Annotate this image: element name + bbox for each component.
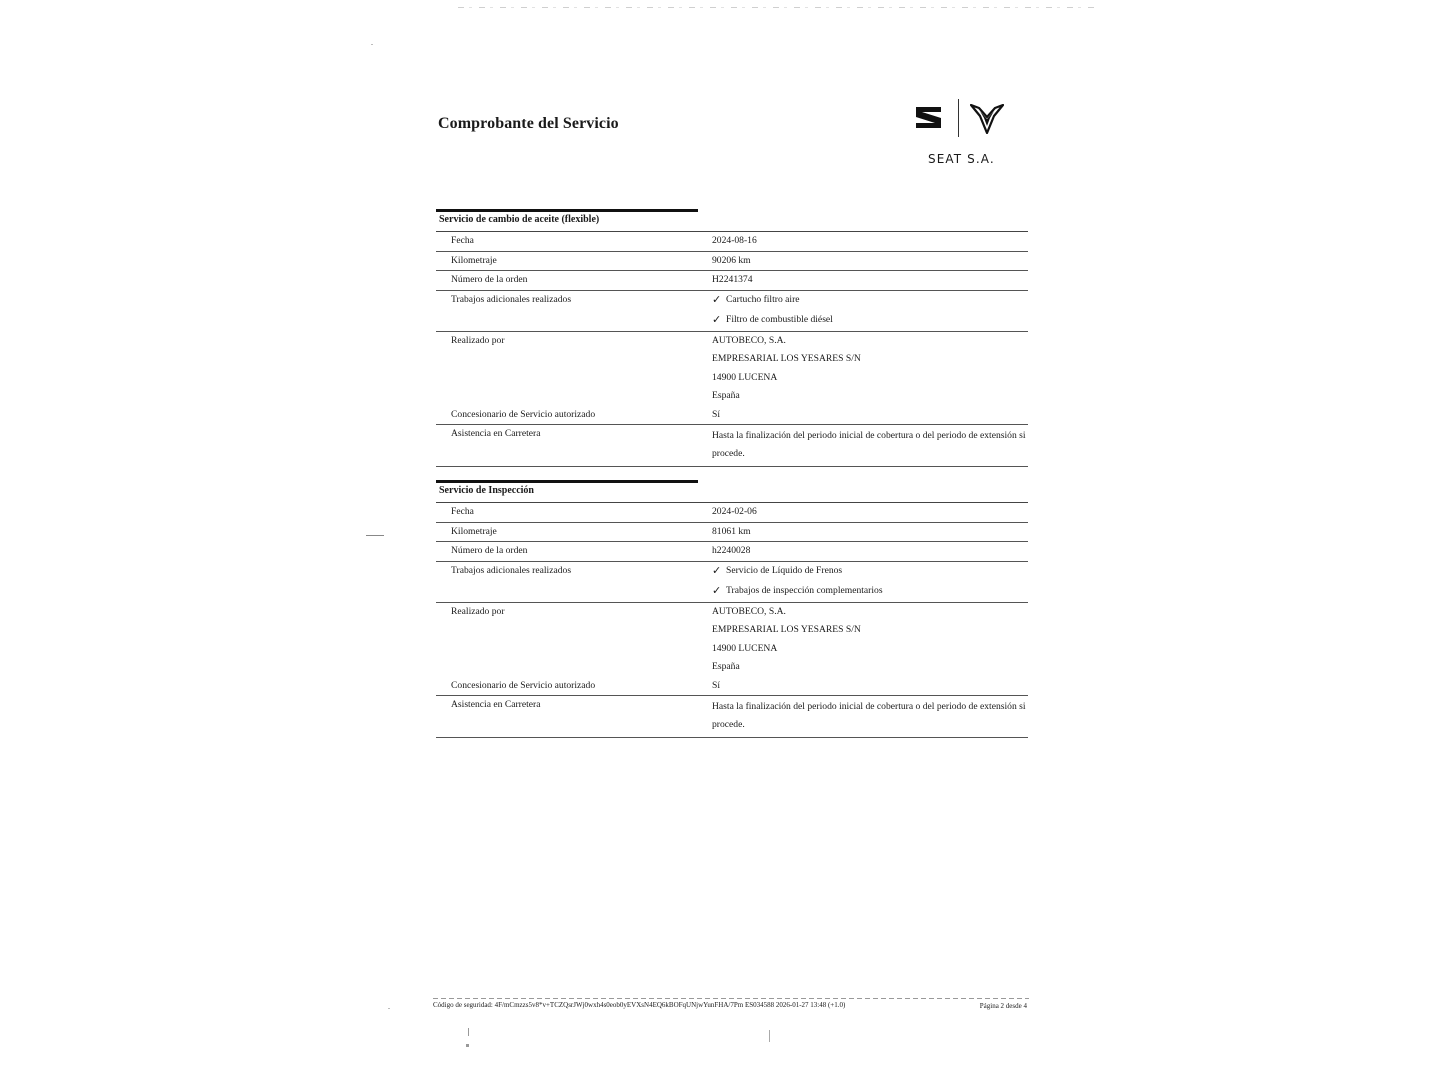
field-row-concesionario [436,677,1028,697]
field-label: Kilometraje [451,254,497,266]
address-line: 14900 LUCENA [712,371,778,383]
address-line: España [712,390,740,401]
field-row-fecha [436,232,1028,252]
checkmark-icon: ✓ [712,293,722,307]
field-row-trabajos [436,562,1028,603]
scan-speck [366,535,384,536]
address-line: EMPRESARIAL LOS YESARES S/N [712,624,861,635]
document-title: Comprobante del Servicio [438,115,619,132]
field-row-trabajos [436,291,1028,332]
section-title: Servicio de cambio de aceite (flexible) [436,212,1028,232]
checkmark-icon: ✓ [712,564,722,578]
scan-speck [769,1030,770,1042]
scan-noise-top [458,7,1098,8]
field-row-kilometraje [436,252,1028,272]
work-item [712,582,1028,602]
scan-speck [466,1044,469,1047]
footer-rule [433,998,1029,999]
field-value: Hasta la finalización del periodo inicial de cobertura o del periodo de extensión si procede. [712,430,1026,459]
field-value: h2240028 [712,545,751,556]
field-label: Asistencia en Carretera [451,428,541,439]
brand-logo-area [912,98,1022,168]
field-value: 81061 km [712,525,751,537]
address-line: 14900 LUCENA [712,642,778,654]
field-label: Concesionario de Servicio autorizado [451,679,596,691]
field-label: Fecha [451,235,474,246]
service-section-inspection [436,480,1028,738]
work-item [712,311,1028,331]
field-value: 2024-08-16 [712,235,757,246]
address-line: EMPRESARIAL LOS YESARES S/N [712,353,861,364]
seat-logo [915,107,942,129]
field-row-realizado [436,603,1028,677]
work-item-label: Filtro de combustible diésel [726,314,833,326]
field-row-kilometraje [436,523,1028,543]
logo-divider [958,99,959,137]
field-row-orden [436,542,1028,562]
company-name: SEAT S.A. [928,152,995,166]
field-value-address [712,332,1028,406]
field-label: Número de la orden [451,274,528,285]
scan-speck [388,1008,390,1009]
field-label: Trabajos adicionales realizados [451,293,572,305]
section-title: Servicio de Inspección [436,483,1028,503]
scan-speck [468,1028,469,1036]
work-item-label: Servicio de Líquido de Frenos [726,565,843,577]
field-label: Realizado por [451,605,505,617]
field-value-list [712,291,1028,331]
address-line: España [712,661,740,672]
field-value: Sí [712,408,721,420]
security-code: Código de seguridad: 4F/mCmzzs5v8*v+TCZQsrJWj0wxh4s0eob0yEVXsN4EQ6kBOFqUNjwYunFHA/7Pm ES034588 2026-01-27 13:48 (+1.0) [433,1001,846,1009]
field-label: Asistencia en Carretera [451,699,541,710]
field-label: Kilometraje [451,525,497,537]
scan-speck [371,44,373,45]
checkmark-icon: ✓ [712,313,722,327]
field-label: Trabajos adicionales realizados [451,564,572,576]
field-value: H2241374 [712,274,753,285]
field-label: Realizado por [451,334,505,346]
field-row-fecha [436,503,1028,523]
field-label: Fecha [451,506,474,517]
field-value: Hasta la finalización del periodo inicial de cobertura o del periodo de extensión si procede. [712,701,1026,730]
cupra-logo [970,104,1004,134]
work-item [712,291,1028,311]
page-number: Página 2 desde 4 [979,1002,1027,1010]
work-item-label: Cartucho filtro aire [726,294,800,306]
address-line: AUTOBECO, S.A. [712,334,786,346]
field-row-asistencia [436,425,1028,467]
work-item [712,562,1028,582]
field-row-concesionario [436,406,1028,426]
field-value-list [712,562,1028,602]
field-row-orden [436,271,1028,291]
field-label: Concesionario de Servicio autorizado [451,408,596,420]
checkmark-icon: ✓ [712,584,722,598]
field-row-asistencia [436,696,1028,738]
field-value: Sí [712,679,721,691]
page-footer [433,998,1029,1010]
service-section-oil-change [436,209,1028,467]
field-label: Número de la orden [451,545,528,556]
address-line: AUTOBECO, S.A. [712,605,786,617]
field-value-address [712,603,1028,677]
work-item-label: Trabajos de inspección complementarios [726,585,883,597]
field-value: 90206 km [712,254,751,266]
field-row-realizado [436,332,1028,406]
field-value: 2024-02-06 [712,506,757,517]
